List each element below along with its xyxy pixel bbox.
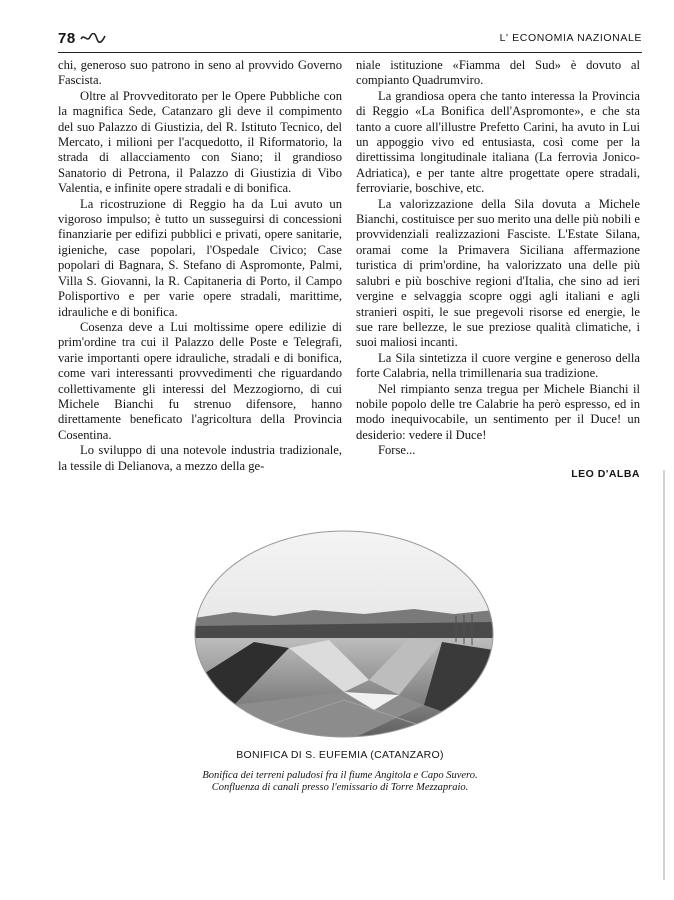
author-signature: LEO D'ALBA <box>571 467 640 480</box>
paragraph: La valorizzazione della Sila dovuta a Michele Bianchi, costituisce per suo merito una delle più nobili e provvidenziali realizzazioni Fasciste. L'Estate Silana, oramai come la Primavera Siciliana affermazione turistica di prim'ordine, ha valorizzato una delle più salubri e più boschive regioni d'Italia, che sino ad ieri vergine e selvaggia scopre oggi agli italiani e agli stranieri ospiti, le sue pregevoli risorse ed energie, le sue rare bellezze, le sue preziose qualità climatiche, i suoi maliosi incanti. <box>356 196 640 350</box>
paragraph: Oltre al Provveditorato per le Opere Pubbliche con la magnifica Sede, Catanzaro gli deve il compimento del suo Palazzo di Giustizia, del R. Istituto Tecnico, del Mercato, i milioni per l'acquedotto, il Riformatorio, la strada di allacciamento con Siano; il grandioso Sanatorio di Petrona, il Palazzo di Giustizia di Vibo Valentia, e infinite opere stradali e di bonifica. <box>58 88 342 196</box>
figure-caption-line: Bonifica dei terreni paludosi fra il fiume Angitola e Capo Suvero. <box>202 770 478 781</box>
paragraph: Cosenza deve a Lui moltissime opere edilizie di prim'ordine tra cui il Palazzo delle Poste e Telegrafi, varie importanti opere idrauliche, stradali e di bonifica, come vari interessanti provvedimenti che riguardando collettivamente gli interessi del Mezzogiorno, di cui Michele Bianchi fu strenuo difensore, hanno direttamente beneficato l'agricoltura della Provincia Cosentina. <box>58 319 342 442</box>
running-title: L' ECONOMIA NAZIONALE <box>499 32 642 44</box>
figure-caption-line: Confluenza di canali presso l'emissario di Torre Mezzapraio. <box>211 782 469 793</box>
paragraph: chi, generoso suo patrono in seno al provvido Governo Fascista. <box>58 58 342 88</box>
canal-photo-image <box>194 530 494 738</box>
figure-caption-title: BONIFICA DI S. EUFEMIA (CATANZARO) <box>236 749 444 761</box>
page-header <box>58 30 642 53</box>
page-number: 78 <box>58 30 76 47</box>
article-column-left <box>58 58 342 474</box>
paragraph: niale istituzione «Fiamma del Sud» è dovuto al compianto Quadrumviro. <box>356 58 640 88</box>
paragraph: La grandiosa opera che tanto interessa la Provincia di Reggio «La Bonifica dell'Aspromonte», e che sta tanto a cuore all'illustre Prefetto Carini, ha avuto in Lui un appoggio vivo ed entusiasta, così come per la direttissima longitudinale italiana (La ferrovia Jonico-Adriatica), e per tante altre progettate opere stradali, ferroviarie, boschive, etc. <box>356 88 640 196</box>
paragraph: La ricostruzione di Reggio ha da Lui avuto un vigoroso impulso; è tutto un susseguirsi di concessioni finanziarie per edifizi pubblici e privati, opere sanitarie, igieniche, case popolari, l'Ospedale Civico; Case popolari di Bagnara, S. Stefano di Aspromonte, Palmi, Villa S. Giovanni, la R. Capitaneria di Porto, il Campo Polisportivo e per varie opere stradali, marittime, idrauliche e di bonifica. <box>58 196 342 319</box>
article-column-right <box>356 58 640 482</box>
ornament-icon <box>80 33 106 43</box>
paragraph: Forse... <box>378 443 416 458</box>
paragraph: Nel rimpianto senza tregua per Michele Bianchi il nobile popolo delle tre Calabrie ha però espresso, ed in modo inequivocabile, un sentimento per il Duce! un desiderio: vedere il Duce! <box>356 381 640 442</box>
oval-photograph <box>194 530 494 738</box>
paragraph: Lo sviluppo di una notevole industria tradizionale, la tessile di Delianova, a mezzo della ge- <box>58 443 342 473</box>
scan-edge-shadow <box>663 470 665 880</box>
paragraph: La Sila sintetizza il cuore vergine e generoso della forte Calabria, nella trimillenaria sua tradizione. <box>356 350 640 381</box>
